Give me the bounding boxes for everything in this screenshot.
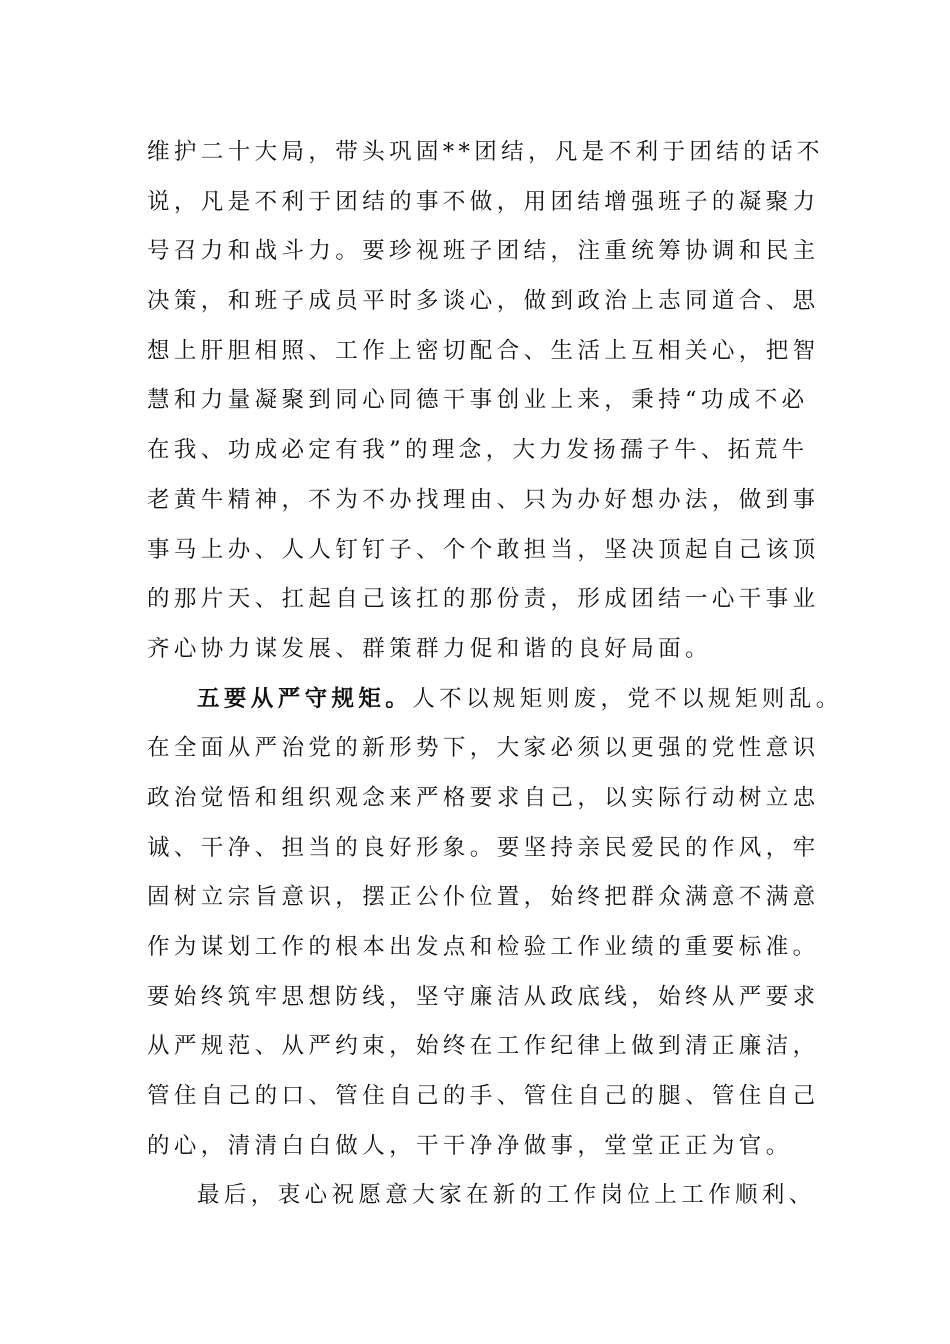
text-line: 的那片天、扛起自己该扛的那份责，形成团结一心干事业 bbox=[147, 586, 820, 613]
paragraph-section-5 bbox=[147, 675, 843, 1172]
text-line: 慧和力量凝聚到同心同德干事创业上来，秉持“功成不必 bbox=[147, 387, 809, 414]
closing-line: 最后，衷心祝愿意大家在新的工作岗位上工作顺利、 bbox=[197, 1182, 816, 1209]
paragraph-closing bbox=[147, 1171, 817, 1221]
text-line: 齐心协力谋发展、群策群力促和谐的良好局面。 bbox=[147, 635, 712, 662]
text-line: 政治觉悟和组织观念来严格要求自己，以实际行动树立忠 bbox=[147, 784, 820, 811]
text-line: 固树立宗旨意识，摆正公仆位置，始终把群众满意不满意 bbox=[147, 884, 820, 911]
section-5-first-line bbox=[147, 675, 843, 725]
text-line: 在全面从严治党的新形势下，大家必须以更强的党性意识 bbox=[147, 735, 820, 762]
text-line: 事马上办、人人钉钉子、个个敢担当，坚决顶起自己该顶 bbox=[147, 536, 820, 563]
text-line: 管住自己的口、管住自己的手、管住自己的腿、管住自己 bbox=[147, 1083, 820, 1110]
section-5-heading: 五要从严守规矩。 bbox=[197, 685, 413, 712]
text-line: 老黄牛精神，不为不办找理由、只为办好想办法，做到事 bbox=[147, 486, 820, 513]
text-line: 从严规范、从严约束，始终在工作纪律上做到清正廉洁， bbox=[147, 1033, 820, 1060]
text-line: 作为谋划工作的根本出发点和检验工作业绩的重要标准。 bbox=[147, 934, 820, 960]
text-line: 想上肝胆相照、工作上密切配合、生活上互相关心，把智 bbox=[147, 337, 820, 364]
text-line: 说，凡是不利于团结的事不做，用团结增强班子的凝聚力 bbox=[147, 188, 820, 215]
text-line: 号召力和战斗力。要珍视班子团结，注重统筹协调和民主 bbox=[147, 238, 820, 265]
text-line: 决策，和班子成员平时多谈心，做到政治上志同道合、思 bbox=[147, 288, 820, 315]
text-line: 维护二十大局，带头巩固**团结，凡是不利于团结的话不 bbox=[147, 139, 824, 165]
text-line: 的心，清清白白做人，干干净净做事，堂堂正正为官。 bbox=[147, 1132, 793, 1159]
paragraph-unity bbox=[147, 128, 824, 675]
text-line: 诚、干净、担当的良好形象。要坚持亲民爱民的作风，牢 bbox=[147, 834, 820, 861]
text-line: 在我、功成必定有我”的理念，大力发扬孺子牛、拓荒牛 bbox=[147, 437, 809, 464]
section-5-first-line-text: 人不以规矩则废，党不以规矩则乱。 bbox=[412, 685, 843, 712]
text-line: 要始终筑牢思想防线，坚守廉洁从政底线，始终从严要求 bbox=[147, 983, 820, 1010]
document-body bbox=[147, 128, 843, 1221]
